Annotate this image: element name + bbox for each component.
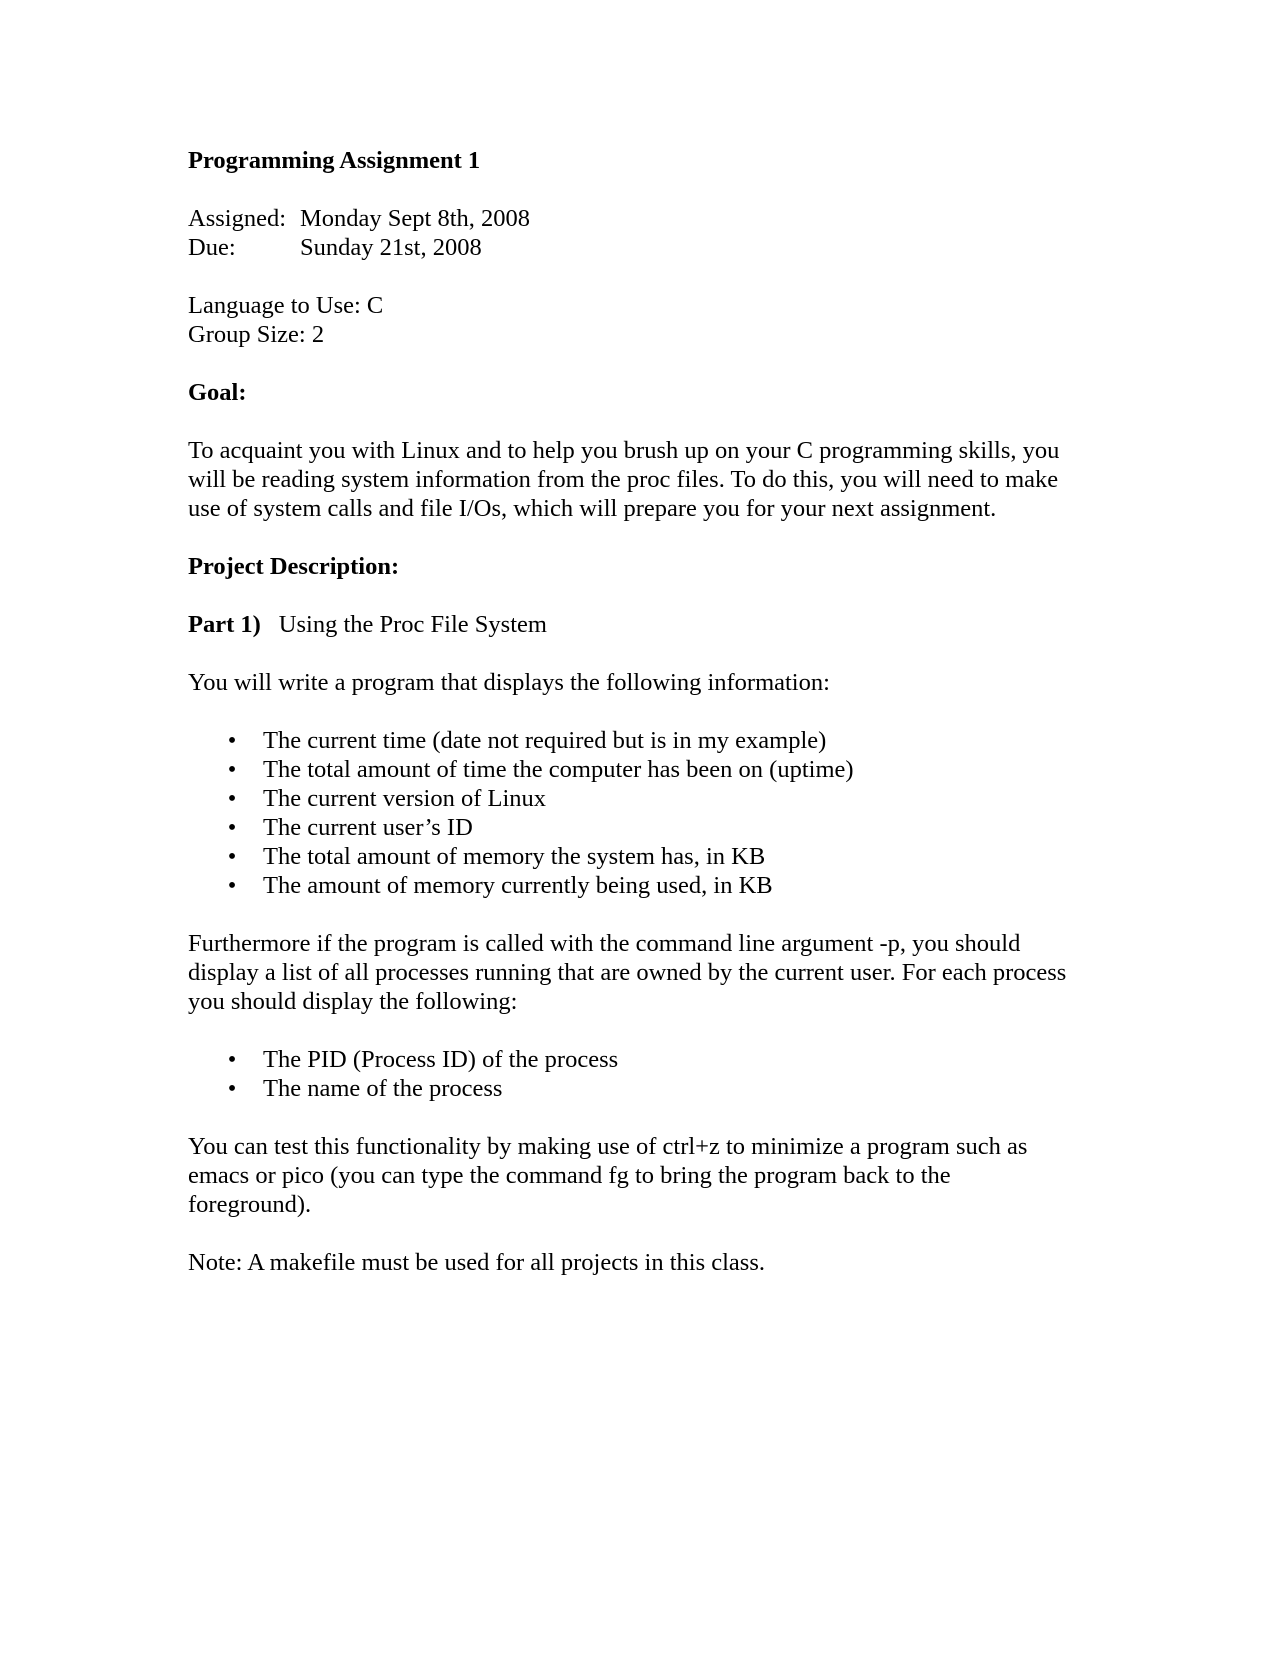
goal-heading: Goal: — [188, 379, 247, 406]
spacer — [188, 581, 1108, 610]
bullet-icon: • — [227, 785, 237, 812]
part-title: Using the Proc File System — [278, 611, 547, 638]
goal-line: will be reading system information from the proc files. To do this, you will need to make — [188, 466, 1059, 493]
assigned-label: Assigned: — [188, 205, 286, 232]
assigned-date: Monday Sept 8th, 2008 — [300, 205, 531, 232]
due-label: Due: — [188, 234, 236, 261]
goal-paragraph — [188, 436, 1108, 523]
test-line: emacs or pico (you can type the command fg to bring the program back to the — [188, 1162, 951, 1189]
due-date: Sunday 21st, 2008 — [300, 234, 482, 261]
list-item-text: The amount of memory currently being used, in KB — [263, 872, 773, 899]
spacer — [188, 262, 1108, 291]
list-item — [188, 755, 1108, 784]
bullet-icon: • — [227, 727, 237, 754]
part-1-heading — [188, 610, 1108, 639]
list-item — [188, 726, 1108, 755]
intro-line: You will write a program that displays the following information: — [188, 669, 830, 696]
spacer — [188, 175, 1108, 204]
document-title: Programming Assignment 1 — [188, 147, 481, 174]
list-item — [188, 784, 1108, 813]
bullet-icon: • — [227, 872, 237, 899]
list-item-text: The PID (Process ID) of the process — [263, 1046, 619, 1073]
list-item — [188, 842, 1108, 871]
list-item — [188, 1074, 1108, 1103]
test-paragraph — [188, 1132, 1108, 1219]
test-line: You can test this functionality by making use of ctrl+z to minimize a program such as — [188, 1133, 1028, 1160]
spacer — [188, 523, 1108, 552]
goal-line: To acquaint you with Linux and to help you brush up on your C programming skills, you — [188, 437, 1060, 464]
bullet-icon: • — [227, 814, 237, 841]
list-item-text: The current time (date not required but is in my example) — [263, 727, 827, 754]
list-item-text: The total amount of time the computer has been on (uptime) — [263, 756, 854, 783]
spacer — [188, 407, 1108, 436]
group-size-line: Group Size: 2 — [188, 321, 325, 348]
project-description-heading: Project Description: — [188, 553, 400, 580]
furthermore-line: display a list of all processes running that are owned by the current user. For each process — [188, 959, 1067, 986]
due-row — [188, 233, 1108, 262]
goal-line: use of system calls and file I/Os, which will prepare you for your next assignment. — [188, 495, 997, 522]
list-item — [188, 1045, 1108, 1074]
spacer — [188, 1219, 1108, 1248]
list-item-text: The current version of Linux — [263, 785, 547, 812]
bullet-icon: • — [227, 1075, 237, 1102]
document-page — [188, 146, 1108, 1277]
assigned-row — [188, 204, 1108, 233]
list-item — [188, 871, 1108, 900]
part-label: Part 1) — [188, 611, 261, 638]
bullet-icon: • — [227, 756, 237, 783]
bullet-icon: • — [227, 1046, 237, 1073]
process-list — [188, 1045, 1108, 1103]
spacer — [188, 1016, 1108, 1045]
note-line: Note: A makefile must be used for all projects in this class. — [188, 1249, 765, 1276]
spacer — [188, 900, 1108, 929]
spacer — [188, 1103, 1108, 1132]
list-item-text: The total amount of memory the system has, in KB — [263, 843, 766, 870]
furthermore-line: Furthermore if the program is called with the command line argument -p, you should — [188, 930, 1021, 957]
bullet-icon: • — [227, 843, 237, 870]
test-line: foreground). — [188, 1191, 312, 1218]
list-item — [188, 813, 1108, 842]
list-item-text: The name of the process — [263, 1075, 503, 1102]
info-list — [188, 726, 1108, 900]
spacer — [188, 349, 1108, 378]
furthermore-paragraph — [188, 929, 1108, 1016]
spacer — [188, 697, 1108, 726]
furthermore-line: you should display the following: — [188, 988, 518, 1015]
list-item-text: The current user’s ID — [263, 814, 473, 841]
spacer — [188, 639, 1108, 668]
language-line: Language to Use: C — [188, 292, 384, 319]
